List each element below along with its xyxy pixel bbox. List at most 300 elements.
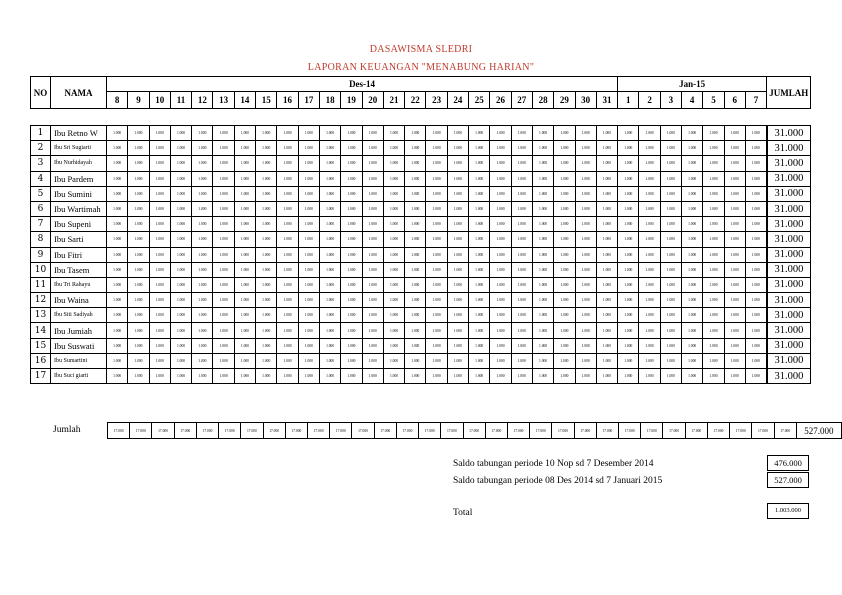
- row-number: 3: [31, 156, 51, 171]
- daily-deposit: 1.000: [319, 186, 340, 201]
- daily-deposit: 1.000: [724, 338, 745, 353]
- daily-deposit: 1.000: [532, 126, 553, 141]
- daily-deposit: 1.000: [256, 323, 277, 338]
- day-header: 29: [554, 92, 575, 109]
- member-total: 31.000: [767, 277, 811, 292]
- daily-deposit: 1.000: [362, 186, 383, 201]
- daily-deposit: 1.000: [234, 308, 255, 323]
- daily-deposit: 1.000: [319, 126, 340, 141]
- daily-deposit: 1.000: [234, 232, 255, 247]
- daily-deposit: 1.000: [213, 293, 234, 308]
- daily-deposit: 1.000: [639, 126, 660, 141]
- day-header: 20: [362, 92, 383, 109]
- daily-deposit: 1.000: [192, 126, 213, 141]
- daily-deposit: 1.000: [192, 323, 213, 338]
- daily-deposit: 1.000: [426, 369, 447, 384]
- daily-deposit: 1.000: [426, 126, 447, 141]
- daily-deposit: 1.000: [319, 232, 340, 247]
- daily-deposit: 1.000: [319, 277, 340, 292]
- daily-deposit: 1.000: [319, 338, 340, 353]
- row-number: 8: [31, 232, 51, 247]
- daily-deposit: 1.000: [405, 141, 426, 156]
- daily-deposit: 1.000: [128, 232, 149, 247]
- daily-deposit: 1.000: [213, 369, 234, 384]
- daily-deposit: 1.000: [532, 277, 553, 292]
- daily-deposit: 1.000: [149, 293, 170, 308]
- daily-deposit: 1.000: [447, 338, 468, 353]
- daily-deposit: 1.000: [469, 232, 490, 247]
- daily-deposit: 1.000: [277, 293, 298, 308]
- daily-deposit: 1.000: [639, 186, 660, 201]
- daily-deposit: 1.000: [213, 171, 234, 186]
- daily-deposit: 1.000: [682, 323, 703, 338]
- daily-deposit: 1.000: [682, 369, 703, 384]
- daily-deposit: 1.000: [660, 217, 681, 232]
- daily-deposit: 1.000: [490, 217, 511, 232]
- daily-deposit: 1.000: [532, 262, 553, 277]
- daily-deposit: 1.000: [469, 338, 490, 353]
- daily-total: 17.000: [507, 423, 529, 439]
- daily-deposit: 1.000: [341, 353, 362, 368]
- daily-deposit: 1.000: [298, 217, 319, 232]
- daily-deposit: 1.000: [575, 141, 596, 156]
- daily-deposit: 1.000: [362, 262, 383, 277]
- daily-deposit: 1.000: [192, 338, 213, 353]
- daily-deposit: 1.000: [490, 186, 511, 201]
- daily-deposit: 1.000: [298, 323, 319, 338]
- daily-deposit: 1.000: [618, 247, 639, 262]
- daily-deposit: 1.000: [554, 217, 575, 232]
- daily-deposit: 1.000: [170, 369, 191, 384]
- daily-deposit: 1.000: [660, 186, 681, 201]
- daily-deposit: 1.000: [149, 338, 170, 353]
- daily-deposit: 1.000: [596, 293, 617, 308]
- daily-deposit: 1.000: [128, 217, 149, 232]
- daily-deposit: 1.000: [596, 277, 617, 292]
- daily-deposit: 1.000: [426, 323, 447, 338]
- daily-deposit: 1.000: [596, 171, 617, 186]
- daily-deposit: 1.000: [554, 277, 575, 292]
- daily-deposit: 1.000: [128, 126, 149, 141]
- daily-deposit: 1.000: [724, 126, 745, 141]
- daily-deposit: 1.000: [618, 293, 639, 308]
- daily-deposit: 1.000: [596, 262, 617, 277]
- daily-deposit: 1.000: [682, 201, 703, 216]
- row-number: 13: [31, 308, 51, 323]
- daily-deposit: 1.000: [469, 247, 490, 262]
- day-header: 10: [149, 92, 170, 109]
- day-header: 3: [660, 92, 681, 109]
- table-row: [31, 338, 811, 353]
- table-row: [31, 353, 811, 368]
- daily-deposit: 1.000: [149, 277, 170, 292]
- daily-deposit: 1.000: [639, 353, 660, 368]
- daily-total: 17.000: [463, 423, 485, 439]
- daily-total: 17.000: [707, 423, 729, 439]
- daily-total: 17.000: [330, 423, 352, 439]
- daily-deposit: 1.000: [660, 323, 681, 338]
- daily-deposit: 1.000: [596, 232, 617, 247]
- month-header-jan: Jan-15: [618, 77, 767, 92]
- daily-deposit: 1.000: [341, 323, 362, 338]
- daily-deposit: 1.000: [213, 262, 234, 277]
- daily-deposit: 1.000: [341, 308, 362, 323]
- daily-deposit: 1.000: [724, 308, 745, 323]
- daily-total: 17.000: [152, 423, 174, 439]
- daily-deposit: 1.000: [383, 277, 404, 292]
- table-row: [31, 323, 811, 338]
- daily-deposit: 1.000: [532, 353, 553, 368]
- day-header: 6: [724, 92, 745, 109]
- daily-total: 17.000: [352, 423, 374, 439]
- daily-deposit: 1.000: [383, 201, 404, 216]
- daily-deposit: 1.000: [682, 217, 703, 232]
- daily-deposit: 1.000: [149, 247, 170, 262]
- daily-deposit: 1.000: [532, 217, 553, 232]
- daily-deposit: 1.000: [511, 232, 532, 247]
- daily-deposit: 1.000: [149, 186, 170, 201]
- daily-deposit: 1.000: [362, 323, 383, 338]
- table-row: [31, 201, 811, 216]
- daily-deposit: 1.000: [426, 353, 447, 368]
- daily-deposit: 1.000: [383, 217, 404, 232]
- daily-deposit: 1.000: [532, 338, 553, 353]
- daily-deposit: 1.000: [575, 308, 596, 323]
- daily-deposit: 1.000: [554, 171, 575, 186]
- daily-deposit: 1.000: [213, 141, 234, 156]
- daily-deposit: 1.000: [660, 141, 681, 156]
- daily-deposit: 1.000: [511, 262, 532, 277]
- daily-deposit: 1.000: [745, 338, 766, 353]
- daily-deposit: 1.000: [170, 217, 191, 232]
- row-number: 12: [31, 293, 51, 308]
- daily-deposit: 1.000: [383, 262, 404, 277]
- daily-deposit: 1.000: [469, 126, 490, 141]
- daily-deposit: 1.000: [639, 156, 660, 171]
- daily-deposit: 1.000: [383, 323, 404, 338]
- daily-deposit: 1.000: [149, 232, 170, 247]
- daily-deposit: 1.000: [703, 232, 724, 247]
- daily-deposit: 1.000: [149, 308, 170, 323]
- daily-deposit: 1.000: [724, 156, 745, 171]
- daily-deposit: 1.000: [256, 126, 277, 141]
- daily-deposit: 1.000: [383, 308, 404, 323]
- row-number: 7: [31, 217, 51, 232]
- daily-deposit: 1.000: [724, 262, 745, 277]
- daily-deposit: 1.000: [511, 201, 532, 216]
- day-header: 9: [128, 92, 149, 109]
- daily-deposit: 1.000: [256, 277, 277, 292]
- daily-deposit: 1.000: [362, 338, 383, 353]
- daily-deposit: 1.000: [660, 232, 681, 247]
- member-name: Ibu Supeni: [51, 217, 107, 232]
- daily-deposit: 1.000: [170, 201, 191, 216]
- table-row: [31, 247, 811, 262]
- daily-deposit: 1.000: [192, 247, 213, 262]
- member-name: Ibu Sumartini: [51, 353, 107, 368]
- daily-deposit: 1.000: [234, 141, 255, 156]
- member-name: Ibu Pardem: [51, 171, 107, 186]
- table-row: [31, 141, 811, 156]
- daily-deposit: 1.000: [319, 247, 340, 262]
- daily-deposit: 1.000: [682, 126, 703, 141]
- daily-deposit: 1.000: [277, 232, 298, 247]
- daily-deposit: 1.000: [341, 277, 362, 292]
- daily-deposit: 1.000: [192, 293, 213, 308]
- daily-deposit: 1.000: [554, 247, 575, 262]
- daily-deposit: 1.000: [319, 353, 340, 368]
- daily-deposit: 1.000: [405, 186, 426, 201]
- daily-deposit: 1.000: [682, 353, 703, 368]
- daily-deposit: 1.000: [128, 353, 149, 368]
- daily-deposit: 1.000: [149, 156, 170, 171]
- daily-deposit: 1.000: [213, 186, 234, 201]
- daily-deposit: 1.000: [447, 141, 468, 156]
- daily-deposit: 1.000: [618, 186, 639, 201]
- daily-deposit: 1.000: [170, 232, 191, 247]
- daily-deposit: 1.000: [170, 126, 191, 141]
- daily-deposit: 1.000: [405, 353, 426, 368]
- daily-deposit: 1.000: [639, 308, 660, 323]
- daily-total: 17.000: [619, 423, 641, 439]
- daily-deposit: 1.000: [256, 308, 277, 323]
- daily-deposit: 1.000: [234, 277, 255, 292]
- daily-deposit: 1.000: [192, 201, 213, 216]
- day-header: 5: [703, 92, 724, 109]
- daily-deposit: 1.000: [447, 308, 468, 323]
- daily-deposit: 1.000: [490, 201, 511, 216]
- daily-deposit: 1.000: [554, 293, 575, 308]
- daily-deposit: 1.000: [213, 323, 234, 338]
- daily-deposit: 1.000: [298, 171, 319, 186]
- daily-deposit: 1.000: [618, 353, 639, 368]
- daily-deposit: 1.000: [490, 126, 511, 141]
- daily-deposit: 1.000: [575, 277, 596, 292]
- member-total: 31.000: [767, 171, 811, 186]
- daily-deposit: 1.000: [554, 323, 575, 338]
- daily-deposit: 1.000: [234, 171, 255, 186]
- grand-total: 527.000: [796, 423, 841, 439]
- daily-deposit: 1.000: [277, 201, 298, 216]
- daily-deposit: 1.000: [170, 293, 191, 308]
- daily-deposit: 1.000: [362, 156, 383, 171]
- daily-deposit: 1.000: [469, 262, 490, 277]
- daily-deposit: 1.000: [362, 369, 383, 384]
- daily-deposit: 1.000: [447, 186, 468, 201]
- daily-deposit: 1.000: [639, 262, 660, 277]
- daily-deposit: 1.000: [341, 293, 362, 308]
- day-header: 22: [405, 92, 426, 109]
- daily-deposit: 1.000: [256, 369, 277, 384]
- day-header: 19: [341, 92, 362, 109]
- daily-deposit: 1.000: [213, 232, 234, 247]
- daily-deposit: 1.000: [532, 232, 553, 247]
- daily-deposit: 1.000: [256, 232, 277, 247]
- daily-total: 17.000: [108, 423, 130, 439]
- daily-deposit: 1.000: [511, 141, 532, 156]
- daily-deposit: 1.000: [724, 369, 745, 384]
- daily-deposit: 1.000: [341, 369, 362, 384]
- daily-deposit: 1.000: [575, 262, 596, 277]
- daily-deposit: 1.000: [298, 201, 319, 216]
- daily-deposit: 1.000: [511, 247, 532, 262]
- daily-deposit: 1.000: [660, 247, 681, 262]
- daily-deposit: 1.000: [341, 232, 362, 247]
- table-row: [31, 232, 811, 247]
- member-total: 31.000: [767, 141, 811, 156]
- daily-deposit: 1.000: [256, 262, 277, 277]
- row-number: 10: [31, 262, 51, 277]
- daily-deposit: 1.000: [639, 217, 660, 232]
- daily-deposit: 1.000: [618, 308, 639, 323]
- daily-deposit: 1.000: [682, 141, 703, 156]
- daily-deposit: 1.000: [277, 141, 298, 156]
- daily-deposit: 1.000: [128, 171, 149, 186]
- daily-deposit: 1.000: [447, 171, 468, 186]
- daily-deposit: 1.000: [490, 232, 511, 247]
- daily-deposit: 1.000: [532, 141, 553, 156]
- daily-deposit: 1.000: [596, 141, 617, 156]
- daily-deposit: 1.000: [682, 308, 703, 323]
- member-name: Ibu Retno W: [51, 126, 107, 141]
- daily-deposit: 1.000: [405, 338, 426, 353]
- daily-deposit: 1.000: [149, 323, 170, 338]
- daily-deposit: 1.000: [490, 171, 511, 186]
- day-header: 15: [256, 92, 277, 109]
- daily-deposit: 1.000: [341, 171, 362, 186]
- daily-deposit: 1.000: [618, 232, 639, 247]
- daily-deposit: 1.000: [362, 293, 383, 308]
- daily-deposit: 1.000: [107, 186, 128, 201]
- daily-deposit: 1.000: [682, 262, 703, 277]
- daily-deposit: 1.000: [213, 126, 234, 141]
- member-name: Ibu Wartimah: [51, 201, 107, 216]
- header-table: [30, 76, 811, 109]
- daily-deposit: 1.000: [447, 217, 468, 232]
- daily-deposit: 1.000: [426, 156, 447, 171]
- daily-deposit: 1.000: [682, 156, 703, 171]
- daily-deposit: 1.000: [298, 232, 319, 247]
- daily-deposit: 1.000: [575, 156, 596, 171]
- daily-deposit: 1.000: [618, 141, 639, 156]
- row-number: 15: [31, 338, 51, 353]
- daily-deposit: 1.000: [234, 262, 255, 277]
- daily-deposit: 1.000: [554, 308, 575, 323]
- daily-deposit: 1.000: [426, 232, 447, 247]
- daily-deposit: 1.000: [277, 338, 298, 353]
- member-name: Ibu Sri Sugiarti: [51, 141, 107, 156]
- daily-deposit: 1.000: [298, 369, 319, 384]
- daily-deposit: 1.000: [554, 186, 575, 201]
- daily-total: 17.000: [130, 423, 152, 439]
- table-row: [31, 126, 811, 141]
- daily-total: 17.000: [219, 423, 241, 439]
- daily-deposit: 1.000: [703, 156, 724, 171]
- savings-table: [30, 125, 811, 384]
- daily-deposit: 1.000: [618, 262, 639, 277]
- daily-deposit: 1.000: [405, 262, 426, 277]
- daily-deposit: 1.000: [703, 171, 724, 186]
- daily-deposit: 1.000: [703, 247, 724, 262]
- day-header: 13: [213, 92, 234, 109]
- daily-deposit: 1.000: [532, 156, 553, 171]
- daily-deposit: 1.000: [277, 369, 298, 384]
- daily-deposit: 1.000: [469, 277, 490, 292]
- daily-deposit: 1.000: [128, 323, 149, 338]
- daily-deposit: 1.000: [596, 247, 617, 262]
- daily-deposit: 1.000: [469, 369, 490, 384]
- daily-deposit: 1.000: [213, 277, 234, 292]
- daily-deposit: 1.000: [277, 308, 298, 323]
- daily-deposit: 1.000: [383, 247, 404, 262]
- daily-deposit: 1.000: [234, 201, 255, 216]
- daily-deposit: 1.000: [341, 247, 362, 262]
- daily-deposit: 1.000: [745, 217, 766, 232]
- day-header: 23: [426, 92, 447, 109]
- daily-deposit: 1.000: [149, 369, 170, 384]
- daily-deposit: 1.000: [405, 171, 426, 186]
- daily-deposit: 1.000: [596, 156, 617, 171]
- daily-total: 17.000: [530, 423, 552, 439]
- row-number: 11: [31, 277, 51, 292]
- daily-deposit: 1.000: [107, 277, 128, 292]
- daily-deposit: 1.000: [383, 156, 404, 171]
- member-name: Ibu Sumini: [51, 186, 107, 201]
- daily-deposit: 1.000: [554, 353, 575, 368]
- daily-deposit: 1.000: [426, 186, 447, 201]
- daily-total: 17.000: [641, 423, 663, 439]
- daily-deposit: 1.000: [107, 232, 128, 247]
- daily-deposit: 1.000: [319, 156, 340, 171]
- day-header: 8: [107, 92, 128, 109]
- daily-deposit: 1.000: [426, 171, 447, 186]
- report-title-organization: DASAWISMA SLEDRI: [369, 44, 473, 55]
- day-header: 25: [469, 92, 490, 109]
- daily-deposit: 1.000: [107, 353, 128, 368]
- daily-deposit: 1.000: [511, 338, 532, 353]
- daily-deposit: 1.000: [639, 247, 660, 262]
- daily-deposit: 1.000: [618, 201, 639, 216]
- daily-total: 17.000: [196, 423, 218, 439]
- daily-deposit: 1.000: [511, 217, 532, 232]
- day-header: 24: [447, 92, 468, 109]
- daily-deposit: 1.000: [596, 217, 617, 232]
- daily-deposit: 1.000: [660, 308, 681, 323]
- daily-deposit: 1.000: [277, 247, 298, 262]
- daily-deposit: 1.000: [554, 141, 575, 156]
- daily-deposit: 1.000: [341, 338, 362, 353]
- daily-deposit: 1.000: [234, 156, 255, 171]
- daily-deposit: 1.000: [724, 247, 745, 262]
- daily-deposit: 1.000: [426, 262, 447, 277]
- daily-deposit: 1.000: [532, 186, 553, 201]
- member-total: 31.000: [767, 186, 811, 201]
- daily-deposit: 1.000: [277, 126, 298, 141]
- daily-deposit: 1.000: [192, 232, 213, 247]
- member-total: 31.000: [767, 308, 811, 323]
- daily-deposit: 1.000: [298, 353, 319, 368]
- daily-deposit: 1.000: [426, 277, 447, 292]
- daily-total: 17.000: [174, 423, 196, 439]
- daily-deposit: 1.000: [107, 201, 128, 216]
- daily-total: 17.000: [552, 423, 574, 439]
- daily-deposit: 1.000: [277, 217, 298, 232]
- daily-deposit: 1.000: [575, 323, 596, 338]
- daily-deposit: 1.000: [639, 293, 660, 308]
- daily-deposit: 1.000: [149, 353, 170, 368]
- daily-deposit: 1.000: [469, 201, 490, 216]
- daily-deposit: 1.000: [682, 338, 703, 353]
